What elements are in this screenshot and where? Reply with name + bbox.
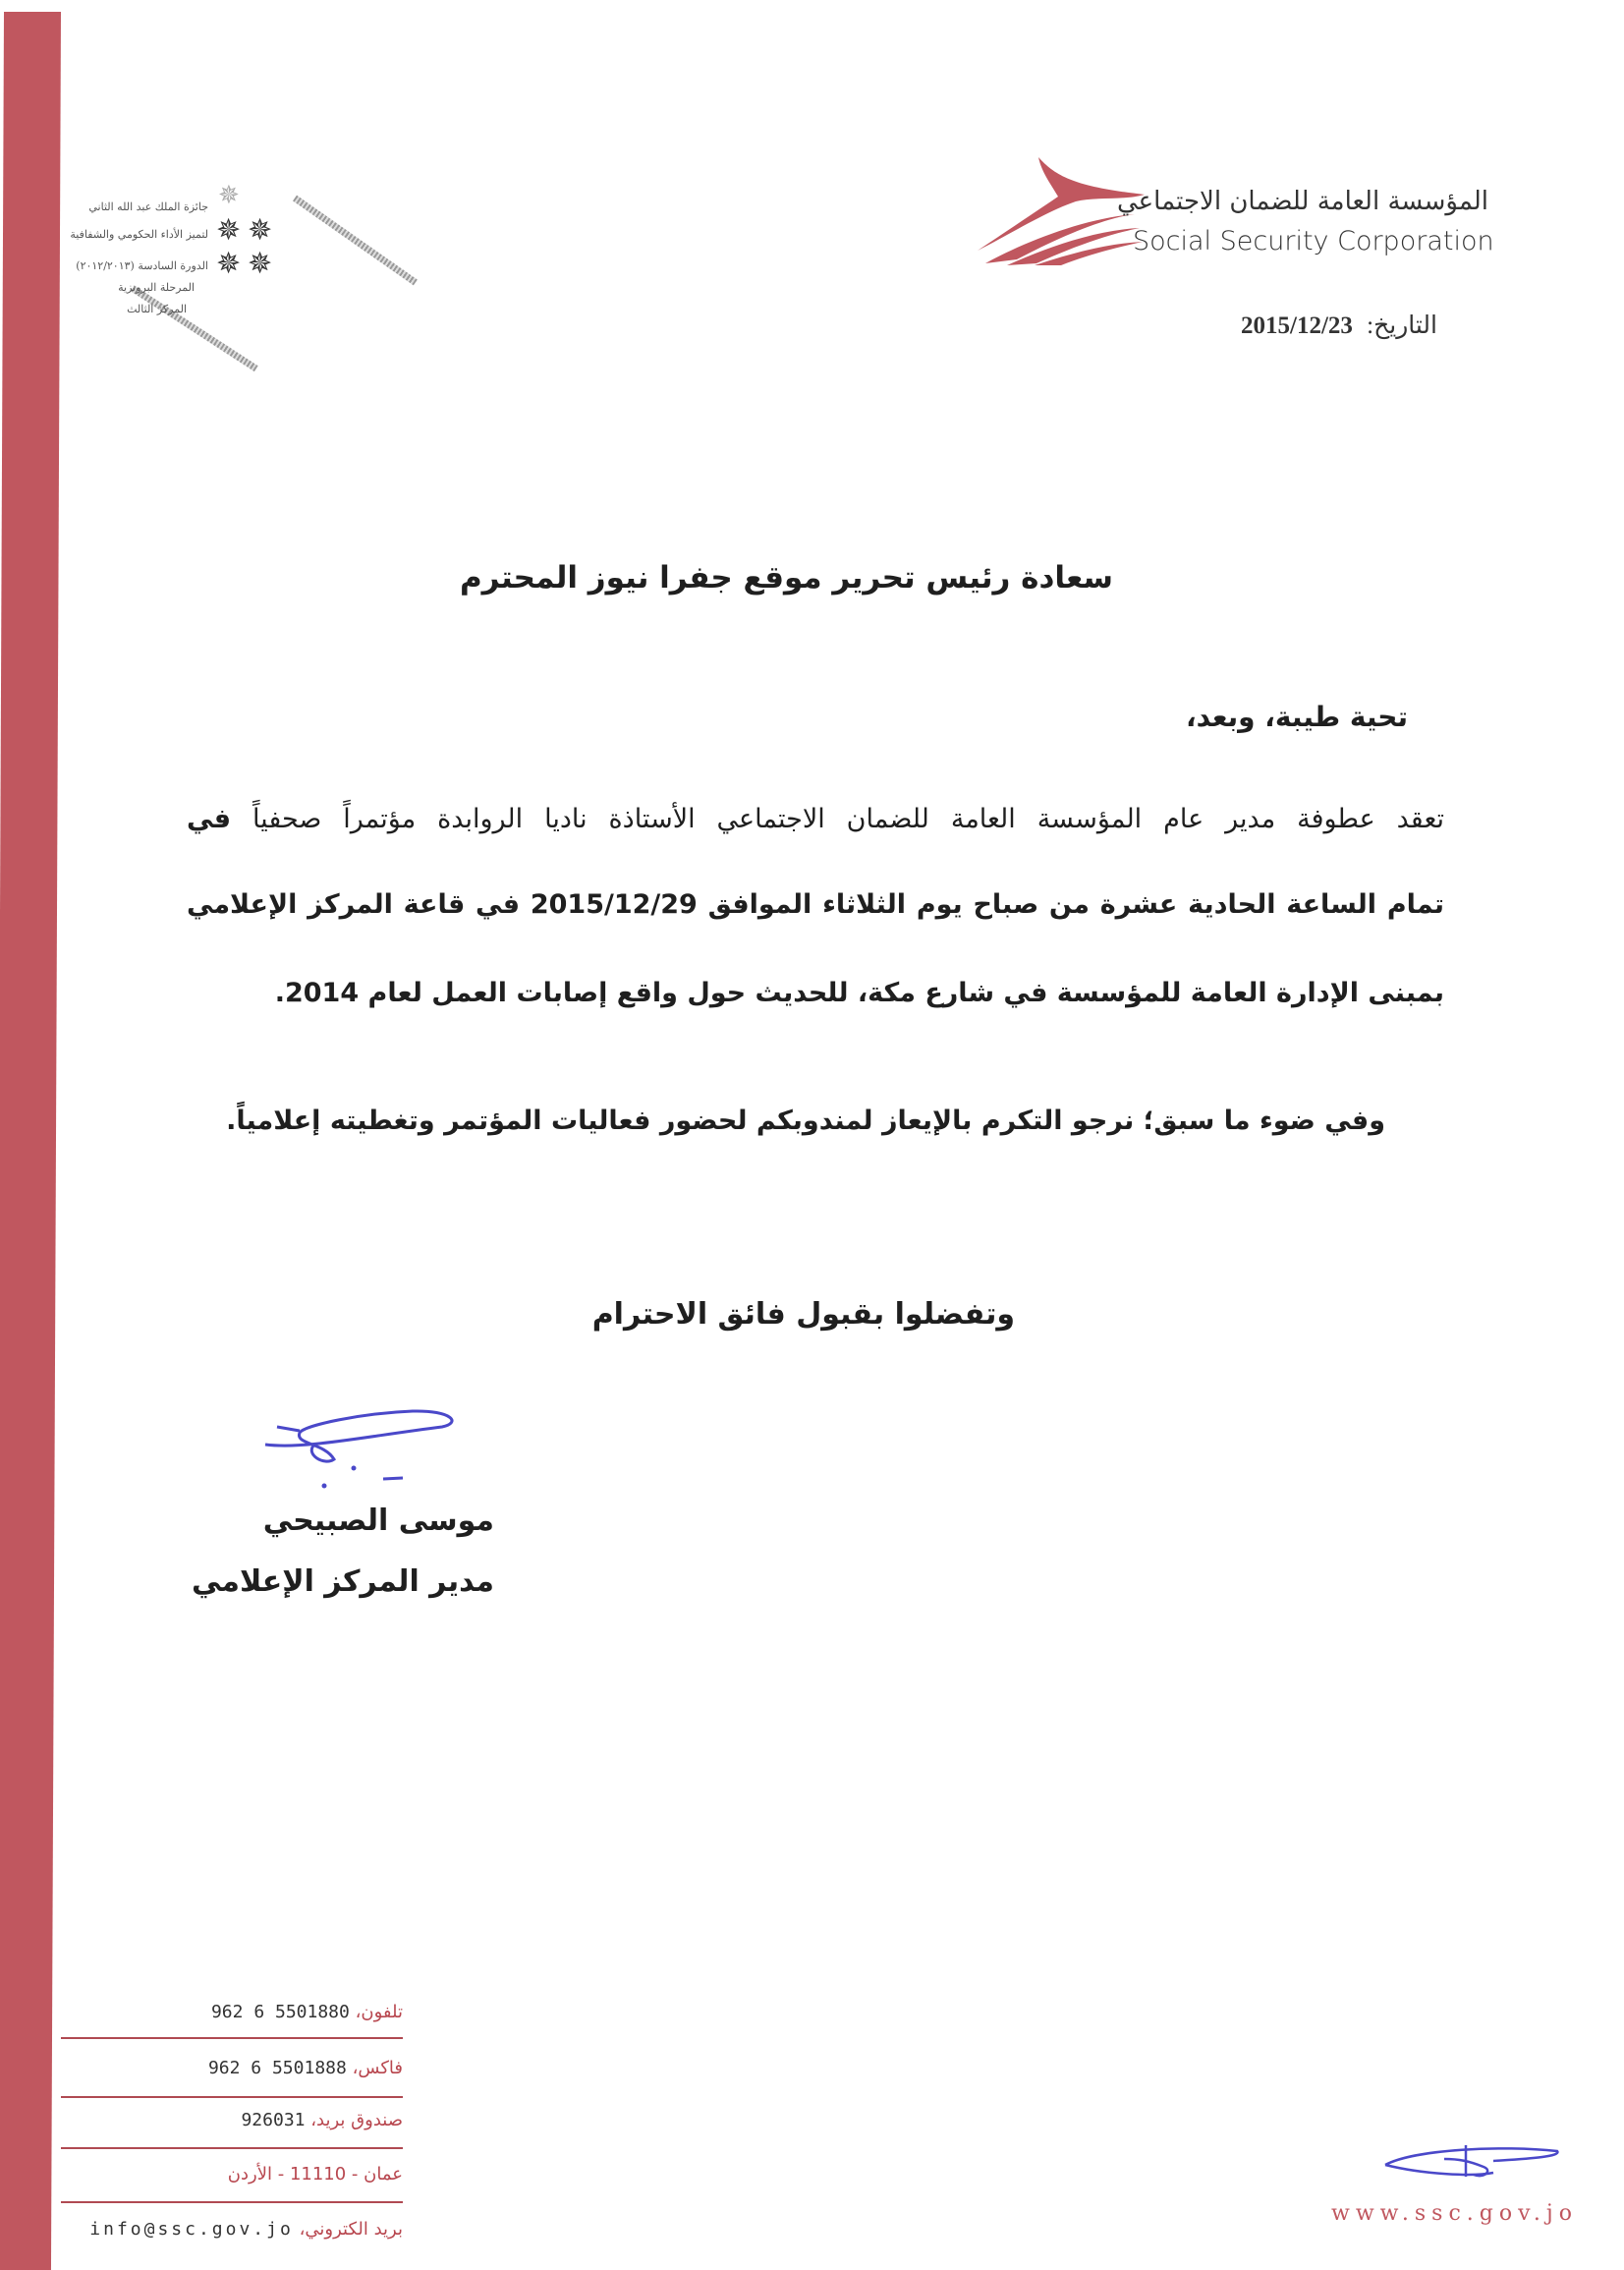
- award-text-line: جائزة الملك عبد الله الثاني: [88, 200, 208, 213]
- award-seal: [70, 181, 422, 364]
- contact-label: عمان - 11110 - الأردن: [227, 2164, 403, 2185]
- paragraph-text: تعقد عطوفة مدير عام المؤسسة العامة للضمان الاجتماعي الأستاذة ناديا الروابدة مؤتمراً صحفياً: [252, 804, 1444, 834]
- contact-fax: [208, 2058, 403, 2078]
- letter-salutation: سعادة رئيس تحرير موقع جفرا نيوز المحترم: [459, 560, 1113, 596]
- letter-closing: وتفضلوا بقبول فائق الاحترام: [591, 1297, 1015, 1332]
- award-text-line: المرحلة البرونزية: [118, 281, 195, 294]
- footer-rule: [61, 2037, 403, 2039]
- contact-value: 962 6 5501888: [207, 2058, 347, 2078]
- footer-rule: [61, 2096, 403, 2098]
- contact-email-link[interactable]: info@ssc.gov.jo: [89, 2219, 294, 2240]
- contact-value: 926031: [241, 2110, 306, 2130]
- paragraph-2: وفي ضوء ما سبق؛ نرجو التكرم بالإيعاز لمندوبكم لحضور فعاليات المؤتمر وتغطيته إعلامياً.: [226, 1106, 1385, 1136]
- handwritten-signature: [246, 1405, 472, 1504]
- contact-label: صندوق بريد،: [310, 2110, 403, 2130]
- contact-address: [228, 2164, 403, 2185]
- website-link[interactable]: www.ssc.gov.jo: [1331, 2201, 1578, 2226]
- organization-logo: [978, 157, 1494, 265]
- contact-po-box: [241, 2110, 403, 2130]
- footer-rule: [61, 2201, 403, 2203]
- contact-label: بريد الكتروني،: [299, 2219, 403, 2240]
- paragraph-1-line-2: تمام الساعة الحادية عشرة من صباح يوم الثلاثاء الموافق 2015/12/29 في قاعة المركز الإعلامي: [187, 889, 1444, 920]
- logo-english-name: Social Security Corporation: [1133, 226, 1494, 256]
- letter-date: [1241, 311, 1437, 340]
- contact-value: 962 6 5501880: [210, 2002, 350, 2022]
- footer-rule: [61, 2147, 403, 2149]
- award-text-line: المركز الثالث: [127, 303, 187, 315]
- award-stripe: [293, 196, 418, 286]
- star-emblem-icon: ✵: [216, 247, 242, 281]
- date-label: التاريخ:: [1367, 312, 1437, 339]
- award-stripe: [131, 286, 258, 372]
- paragraph-text-bold: في: [187, 804, 231, 834]
- paragraph-1-line-1: [187, 804, 1444, 834]
- award-text-line: لتميز الأداء الحكومي والشفافية: [70, 228, 208, 241]
- contact-email: [89, 2219, 403, 2240]
- star-emblem-icon: ✵: [218, 181, 240, 210]
- contact-phone: [211, 2002, 403, 2022]
- paragraph-1-line-3: بمبنى الإدارة العامة للمؤسسة في شارع مكة، للحديث حول واقع إصابات العمل لعام 2014.: [274, 978, 1444, 1008]
- date-value: 2015/12/23: [1241, 312, 1353, 339]
- star-emblem-icon: ✵: [248, 213, 273, 248]
- signer-title: مدير المركز الإعلامي: [192, 1564, 494, 1599]
- star-emblem-icon: ✵: [216, 213, 242, 248]
- letter-greeting: تحية طيبة، وبعد،: [1186, 701, 1408, 733]
- signer-name: موسى الصبيحي: [262, 1504, 494, 1538]
- logo-arabic-name: المؤسسة العامة للضمان الاجتماعي: [1116, 187, 1488, 216]
- contact-label: فاكس،: [352, 2058, 403, 2078]
- award-text-line: الدورة السادسة (٢٠١٢/٢٠١٣): [76, 259, 208, 272]
- initials-signature: [1375, 2137, 1572, 2196]
- left-brand-bar: [0, 12, 61, 2270]
- star-emblem-icon: ✵: [248, 247, 273, 281]
- contact-label: تلفون،: [355, 2002, 403, 2022]
